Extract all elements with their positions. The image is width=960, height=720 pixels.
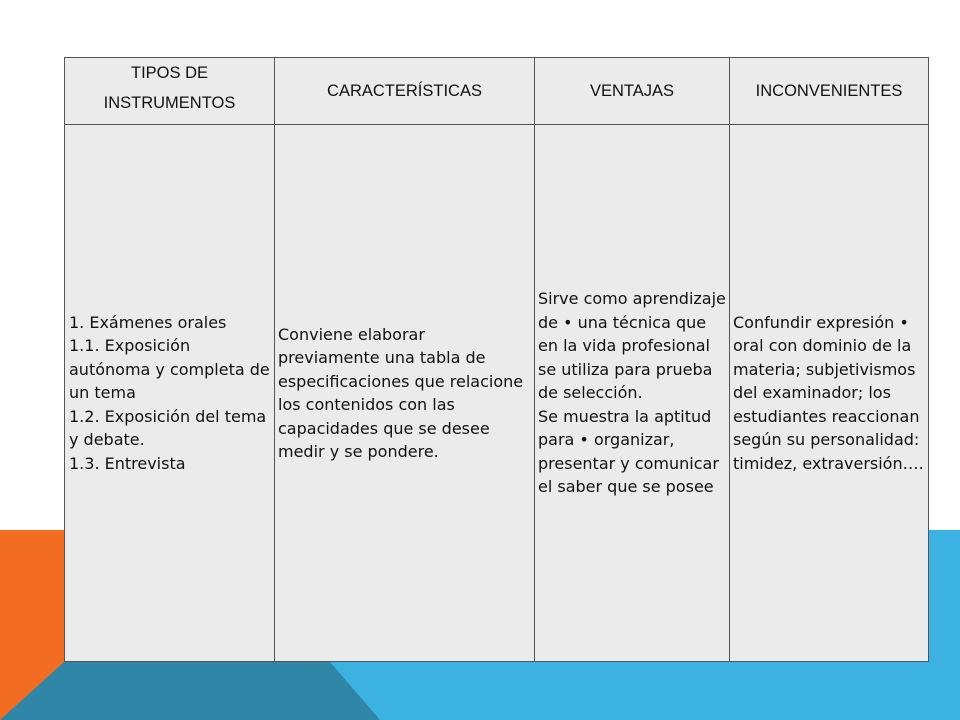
tipos-item: 1.3. Entrevista — [69, 453, 186, 473]
dark-teal-corner-shape — [0, 662, 380, 720]
cell-caracteristicas — [275, 125, 535, 662]
cell-inconvenientes — [730, 125, 929, 662]
ventajas-paragraph: Se muestra la aptitud para • organizar, presentar y comunicar el saber que se posee — [538, 406, 719, 497]
tipos-item: 1. Exámenes orales — [69, 312, 227, 332]
table-row — [65, 125, 929, 662]
ventajas-paragraph: Sirve como aprendizaje de • una técnica que en la vida profesional se utiliza para prueba de selección. — [538, 289, 726, 403]
caracteristicas-text: Conviene elaborar previamente una tabla de especificaciones que relacione los contenidos con las capacidades que se desee medir y se pondere. — [278, 324, 524, 461]
instruments-table — [64, 57, 929, 662]
inconvenientes-text: Confundir expresión • oral con dominio de la materia; subjetivismos del examinador; los estudiantes reaccionan según su personalidad: timidez, extraversión…. — [733, 312, 924, 473]
cell-ventajas — [535, 125, 730, 662]
header-ventajas: VENTAJAS — [535, 58, 730, 125]
table-header-row — [65, 58, 929, 125]
cell-tipos — [65, 125, 275, 662]
header-tipos: TIPOS DE INSTRUMENTOS — [65, 58, 275, 125]
tipos-item: 1.1. Exposición autónoma y completa de un tema — [69, 336, 270, 403]
header-caracteristicas: CARACTERÍSTICAS — [275, 58, 535, 125]
header-inconvenientes: INCONVENIENTES — [730, 58, 929, 125]
tipos-item: 1.2. Exposición del tema y debate. — [69, 406, 267, 450]
